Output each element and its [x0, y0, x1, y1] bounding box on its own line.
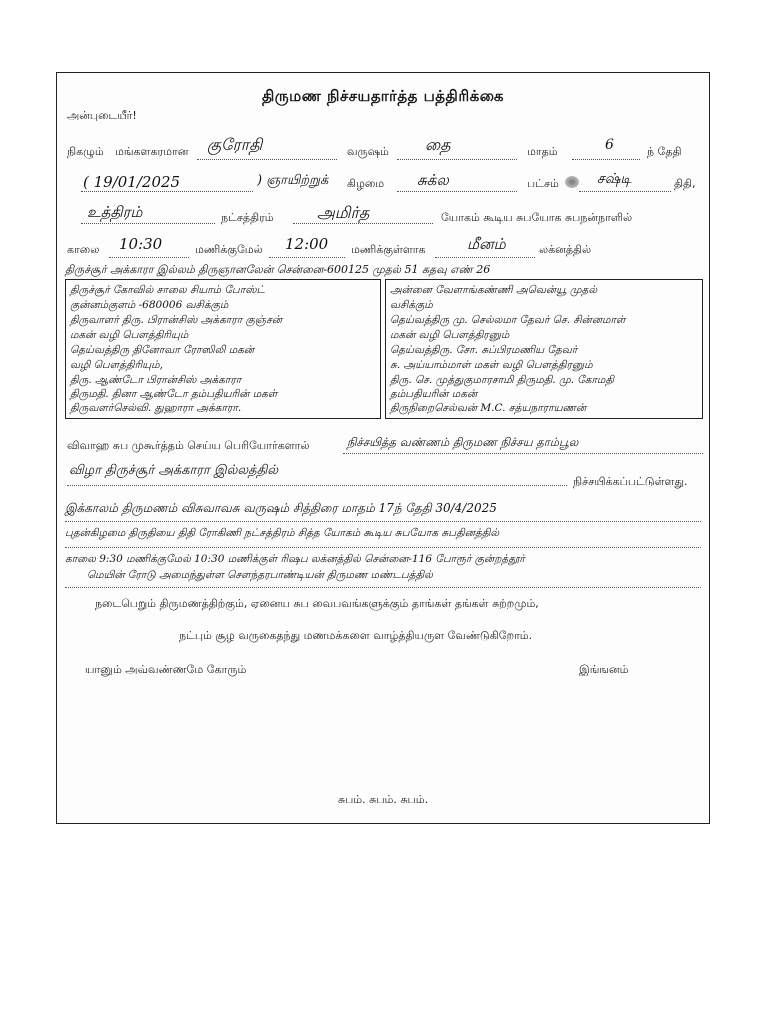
label-kizhamai: கிழமை [347, 177, 385, 190]
label-natchathiram: நட்சத்திரம் [221, 211, 274, 224]
groom-line: தெய்வத்திரு. சோ. சுப்பிரமணிய தேவர் [390, 344, 578, 356]
label-nichayikka: நிச்சயிக்கப்பட்டுள்ளது. [573, 475, 688, 488]
bride-line: வழி பௌத்திரியும், [70, 359, 163, 371]
text-natpum: நட்பும் சூழ வருகைதந்து மணமக்களை வாழ்த்தியருள வேண்டுகிறோம். [179, 629, 533, 642]
footer-subam: சுபம். சுபம். சுபம். [337, 793, 429, 806]
label-n-thethi: ந் தேதி [647, 145, 682, 158]
groom-line: அன்னை வேளாங்கண்ணி அவென்யூ முதல் [390, 284, 598, 296]
groom-line: மகன் வழி பௌத்திரனும் [390, 329, 510, 341]
salutation: அன்புடையீர்! [67, 109, 137, 122]
groom-line: வசிக்கும் [390, 299, 433, 311]
label-thithi: திதி, [674, 177, 696, 190]
blank-month [397, 159, 517, 160]
blank-month-no [572, 159, 640, 160]
label-kaalai: காலை [67, 243, 100, 256]
blank-patcham [397, 191, 517, 192]
bride-line: திருச்சூர் கோவில் சாலை சியாம் போஸ்ட் [70, 284, 265, 296]
groom-line: தம்பதியரின் மகன் [390, 388, 478, 400]
ink-smudge [565, 176, 579, 188]
hand-time-to: 12:00 [285, 235, 329, 253]
blank-time-from [109, 257, 189, 258]
bride-details-box [65, 279, 381, 419]
hand-line2: புதன்கிழமை திருதியை திதி ரோகிணி நட்சத்திரம் சித்த யோகம் கூடிய சுபயோக சுபதினத்தில் [65, 527, 500, 539]
document-title: திருமண நிச்சயதார்த்த பத்திரிக்கை [261, 87, 505, 105]
hand-year-name: குரோதி [207, 135, 263, 154]
label-maadham: மாதம் [527, 145, 558, 158]
hand-date: ( 19/01/2025 [83, 173, 181, 191]
blank-lagnam [435, 257, 535, 258]
blank-date [81, 191, 253, 192]
hand-day: ) ஞாயிற்றுக் [257, 173, 329, 188]
bride-line: திருவாளர் திரு. பிரான்சிஸ் அக்காரா குஞ்சன் [70, 314, 283, 326]
label-patcham: பட்சம் [527, 177, 559, 190]
groom-line: திரு. செ. முத்துகுமாரசாமி திருமதி. மு. கோமதி [390, 374, 614, 386]
label-mani-ul: மணிக்குள்ளாக [351, 243, 426, 256]
groom-line: சு. அய்யாம்மாள் மகள் வழி பௌத்திரனும் [390, 359, 593, 371]
blank-time-to [269, 257, 345, 258]
blank-vizha [67, 485, 567, 486]
hand-muhurtham-by: நிச்சயித்த வண்ணம் திருமண நிச்சய தாம்பூல [347, 435, 579, 449]
hand-line4: மெயின் ரோடு அமைந்துள்ள சௌந்தரபாண்டியன் திருமண மண்டபத்தில் [87, 569, 433, 581]
blank-muhurtham [343, 453, 703, 454]
bride-line: திருமதி. தினா ஆண்டோ தம்பதியரின் மகள் [70, 388, 278, 400]
blank-line2 [65, 547, 701, 548]
blank-line3 [65, 587, 701, 588]
bride-line: திரு. ஆண்டோ பிரான்சிஸ் அக்காரா [70, 374, 242, 386]
hand-month: தை [425, 135, 451, 154]
blank-year [197, 159, 337, 160]
label-vivaha: விவாஹ சுப முகூர்த்தம் செய்ய பெரியோர்களால் [67, 439, 310, 452]
label-yogam: யோகம் கூடிய சுபயோக சுபநன்நாளில் [441, 211, 633, 224]
hand-yogam: அமிர்த [317, 203, 370, 222]
blank-thithi [579, 191, 671, 192]
invitation-sheet [56, 72, 710, 824]
hand-line3: காலை 9:30 மணிக்குமேல் 10:30 மணிக்குள் ரிஷப லக்னத்தில் சென்னை-116 போரூர் குன்றத்தூர் [65, 553, 525, 565]
bride-line: தெய்வத்திரு தினோவா ரோஸிலி மகன் [70, 344, 255, 356]
bride-line: மகன் வழி பௌத்திரியும் [70, 329, 189, 341]
label-varusham: வருஷம் [347, 145, 389, 158]
bride-name: திருவளர்செல்வி. துஹாரா அக்காரா. [70, 402, 242, 414]
label-nigazhum: நிகழும் [67, 145, 104, 158]
groom-line: தெய்வத்திரு மு. செல்லமா தேவர் செ. சின்னமாள் [390, 314, 626, 326]
groom-name: திருநிறைசெல்வன் M.C. சத்யநாராயணன் [390, 402, 587, 414]
label-mangala: மங்களகரமான [115, 145, 189, 158]
label-lagnam: லக்னத்தில் [539, 243, 592, 256]
text-nadai: நடைபெறும் திருமணத்திற்கும், ஏனைய சுப வைபவங்களுக்கும் தாங்கள் தங்கள் சுற்றமும், [95, 597, 539, 610]
hand-vizha: விழா திருச்சூர் அக்காரா இல்லத்தில் [69, 463, 279, 478]
groom-details-box [385, 279, 703, 419]
blank-star [81, 223, 215, 224]
text-yaanum: யானும் அவ்வண்ணமே கோரும் [85, 663, 247, 676]
hand-month-no: 6 [605, 137, 614, 153]
hand-lagnam: மீனம் [467, 235, 506, 253]
text-inganam: இங்ஙனம் [579, 663, 629, 676]
blank-line1 [65, 521, 701, 522]
hand-line1: இக்காலம் திருமணம் விசுவாவசு வருஷம் சித்திரை மாதம் 17ந் தேதி 30/4/2025 [65, 501, 497, 515]
hand-star: உத்திரம் [87, 203, 143, 221]
hand-header-line: திருச்சூர் அக்காரா இல்லம் திருஞானலேன் சென்னை-600125 முதல் 51 கதவு எண் 26 [65, 263, 491, 276]
label-mani-mel: மணிக்குமேல் [195, 243, 263, 256]
hand-time-from: 10:30 [119, 235, 163, 253]
hand-thithi: சஷ்டி [597, 171, 632, 187]
hand-patcham: சுக்ல [417, 171, 449, 189]
bride-line: குன்னம்குளம் -680006 வசிக்கும் [70, 299, 229, 311]
